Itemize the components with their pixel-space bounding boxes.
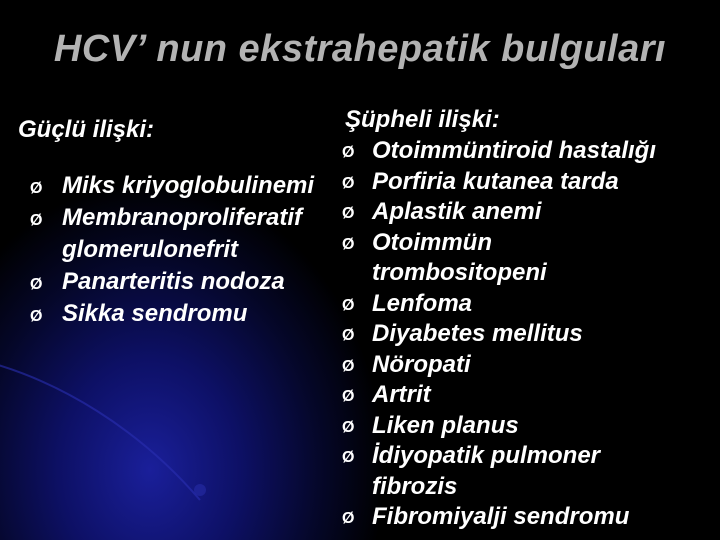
arrow-bullet-icon: Ø [30, 180, 43, 197]
suspected-association-list [342, 136, 657, 533]
list-item: Ø İdiyopatik pulmoner fibrozis [342, 442, 601, 500]
arrow-bullet-icon: Ø [342, 357, 355, 375]
list-item: Ø Panarteritis nodoza [48, 266, 332, 298]
arrow-bullet-icon: Ø [342, 235, 355, 253]
arrow-bullet-icon: Ø [30, 308, 43, 325]
list-item: Ø Otoimmün trombositopeni [342, 228, 547, 286]
arrow-bullet-icon: Ø [342, 449, 355, 466]
arrow-bullet-icon: Ø [30, 276, 43, 293]
suspected-association-heading: Şüpheli ilişki: [345, 106, 500, 133]
list-item: Ø Nöropati [372, 350, 656, 381]
slide-title: HCV’ nun ekstrahepatik bulguları [53, 28, 667, 70]
strong-association-list [30, 170, 332, 330]
list-item: Ø Otoimmüntiroid hastalığı [372, 136, 656, 167]
arrow-bullet-icon: Ø [30, 212, 43, 229]
list-item: Ø Diyabetes mellitus [372, 319, 656, 350]
list-item: Ø Miks kriyoglobulinemi [48, 170, 332, 202]
list-item: Ø Porfiria kutanea tarda [372, 167, 656, 198]
list-item: Ø Liken planus [372, 411, 656, 442]
arrow-bullet-icon: Ø [342, 205, 355, 222]
list-item: Ø Membranoproliferatif glomerulonefrit [30, 204, 303, 263]
list-item: Ø Aplastik anemi [372, 197, 656, 228]
arrow-bullet-icon: Ø [342, 388, 355, 405]
arrow-bullet-icon: Ø [342, 144, 355, 161]
arrow-bullet-icon: Ø [342, 327, 355, 344]
arrow-bullet-icon: Ø [342, 296, 355, 314]
arrow-bullet-icon: Ø [342, 174, 355, 192]
strong-association-heading: Güçlü ilişki: [18, 116, 155, 143]
arrow-bullet-icon: Ø [342, 510, 355, 527]
list-item: Ø Fibromiyalji sendromu [372, 502, 656, 533]
arrow-bullet-icon: Ø [342, 418, 355, 436]
list-item: Ø Lenfoma [372, 289, 656, 320]
list-item: Ø Artrit [372, 380, 656, 411]
list-item: Ø Sikka sendromu [48, 298, 332, 330]
